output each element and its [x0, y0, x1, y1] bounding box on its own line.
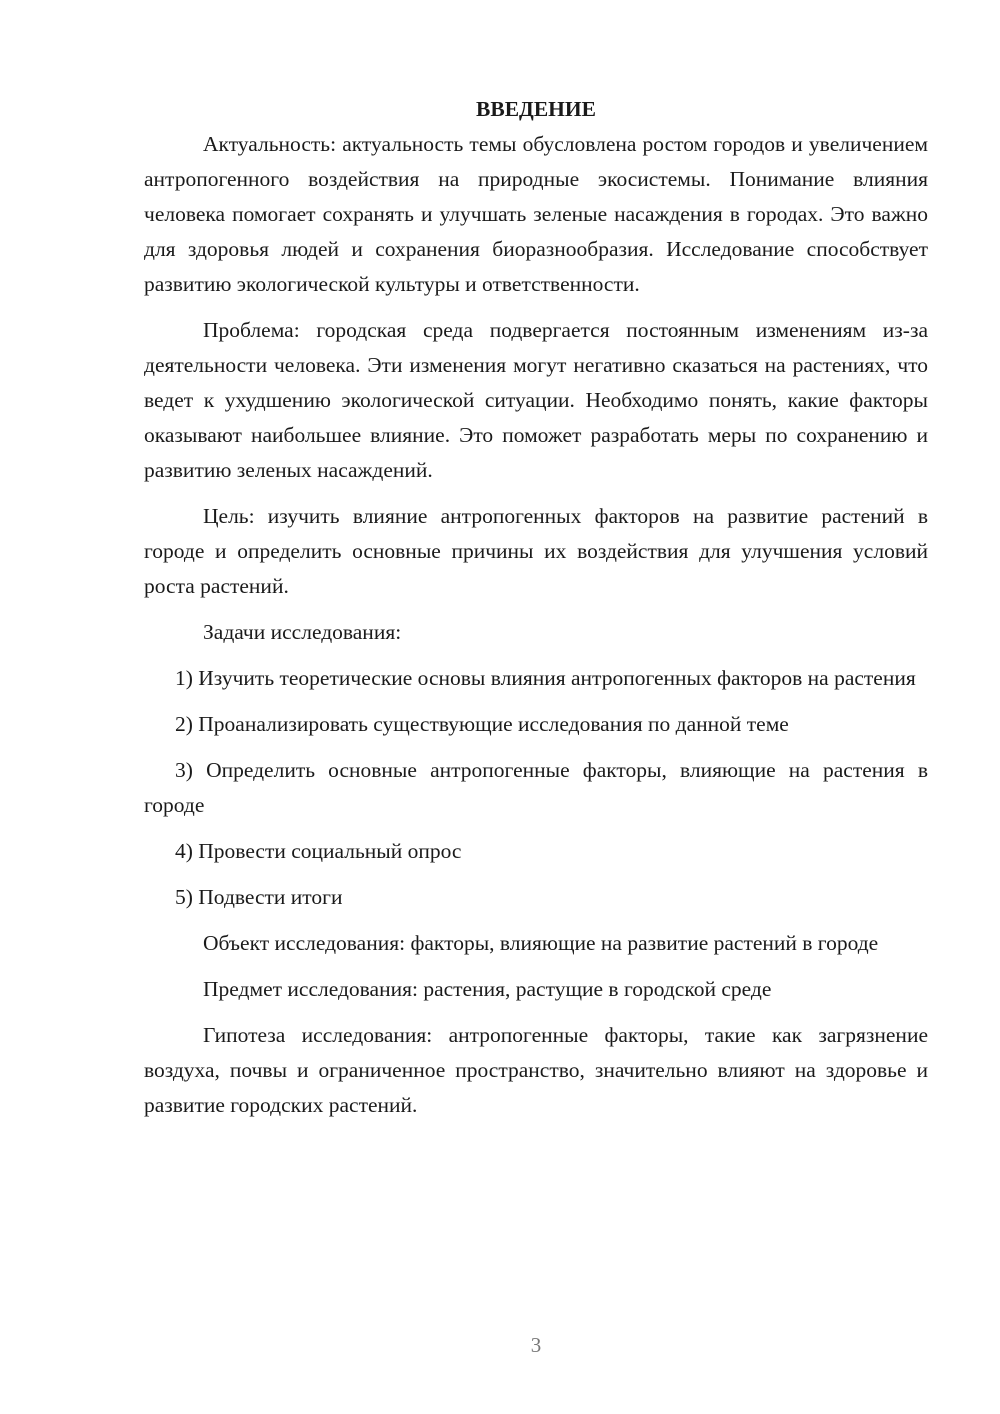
- page-number: 3: [530, 1333, 542, 1357]
- paragraph-relevance: Актуальность: актуальность темы обусловлена ростом городов и увеличением антропогенного воздействия на природные экосистемы. Понимание влияния человека помогает сохранять и улучшать зеленые насаждения в городах. Это важно для здоровья людей и сохранения биоразнообразия. Исследование способствует развитию экологической культуры и ответственности.: [144, 132, 928, 296]
- paragraph-subject: Предмет исследования: растения, растущие в городской среде: [203, 977, 772, 1001]
- paragraph-problem: Проблема: городская среда подвергается постоянным изменениям из-за деятельности человека. Эти изменения могут негативно сказаться на растениях, что ведет к ухудшению экологической ситуации. Необходимо понять, какие факторы оказывают наибольшее влияние. Это поможет разработать меры по сохранению и развитию зеленых насаждений.: [144, 318, 928, 482]
- task-item-1: 1) Изучить теоретические основы влияния антропогенных факторов на растения: [175, 666, 916, 690]
- task-item-4: 4) Провести социальный опрос: [175, 839, 462, 863]
- task-item-5: 5) Подвести итоги: [175, 885, 343, 909]
- task-item-3: 3) Определить основные антропогенные факторы, влияющие на растения в городе: [144, 758, 928, 817]
- page-title: ВВЕДЕНИЕ: [476, 97, 596, 121]
- task-item-2: 2) Проанализировать существующие исследования по данной теме: [175, 712, 789, 736]
- paragraph-tasks-heading: Задачи исследования:: [203, 620, 402, 644]
- document-page: [144, 92, 928, 1134]
- paragraph-hypothesis: Гипотеза исследования: антропогенные факторы, такие как загрязнение воздуха, почвы и ограниченное пространство, значительно влияют на здоровье и развитие городских растений.: [144, 1023, 928, 1117]
- paragraph-object: Объект исследования: факторы, влияющие на развитие растений в городе: [203, 931, 879, 955]
- paragraph-goal: Цель: изучить влияние антропогенных факторов на развитие растений в городе и определить основные причины их воздействия для улучшения условий роста растений.: [144, 504, 928, 598]
